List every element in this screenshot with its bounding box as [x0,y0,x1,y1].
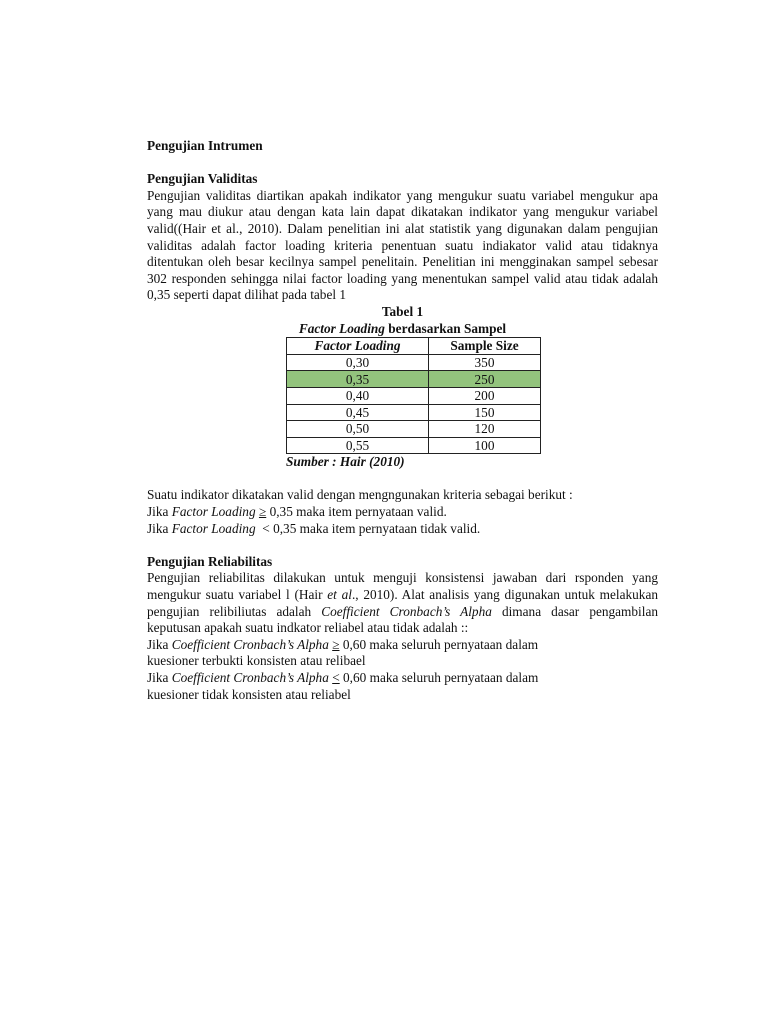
criteria-intro: Suatu indikator dikatakan valid dengan mengngunakan kriteria sebagai berikut : [147,487,573,503]
rule-1-symbol: ≥ [332,636,340,652]
validity-paragraph: Pengujian validitas diartikan apakah indikator yang mengukur suatu variabel mengukur apa yang mau diukur atau dengan kata lain dapat dikatakan indikator yang mengukur variabel valid((Hair et al., 2010). Dalam penelitian ini alat statistik yang digunakan dalam pengujian validitas adalah factor loading kriteria penentuan suatu indiakator valid atau tidaknya ditentukan oleh besar kecilnya sampel penelitain. Penelitian ini mengginakan sampel sebesar 302 responden sehingga nilai factor loading yang menentukan sampel valid atau tidak adalah 0,35 seperti dapat dilihat pada tabel 1 [147,187,658,303]
reliability-rule-1-cont: kuesioner terbukti konsisten atau relibael [147,653,366,669]
factor-loading-table [286,337,541,454]
cell-factor-loading: 0,45 [287,404,429,421]
reliability-text-1: Pengujian reliabilitas dilakukan untuk menguji konsistensi jawaban dari rsponden yang mengukur suatu variabel l (Hair [147,570,658,603]
table-row [287,437,541,454]
validity-heading: Pengujian Validitas [147,171,258,187]
cell-factor-loading: 0,35 [287,371,429,388]
criteria-valid-symbol: ≥ [258,504,267,520]
rule-1-term: Coefficient Cronbach’s Alpha [171,636,329,652]
criteria-invalid-term: Factor Loading [171,520,256,536]
reliability-paragraph [147,570,658,636]
reliability-text-3: dimana dasar pengambilan keputusan apakah suatu indkator reliabel atau tidak adalah :: [147,603,658,636]
reliability-rule-1 [147,637,658,654]
cell-factor-loading: 0,50 [287,421,429,438]
rule-1-text: 0,60 maka seluruh pernyataan dalam [339,636,539,652]
cell-factor-loading: 0,40 [287,387,429,404]
reliability-heading: Pengujian Reliabilitas [147,553,273,569]
criteria-invalid-text: < 0,35 maka item pernyataan tidak valid. [255,520,481,536]
reliability-rule-2 [147,670,658,687]
cell-sample-size: 250 [429,371,541,388]
table-row [287,387,541,404]
header-factor-loading: Factor Loading [287,338,429,355]
cell-factor-loading: 0,55 [287,437,429,454]
rule-2-text: 0,60 maka seluruh pernyataan dalam [339,670,539,685]
document-title: Pengujian Intrumen [147,138,263,153]
cell-sample-size: 150 [429,404,541,421]
rule-1-prefix: Jika [147,636,172,652]
cell-sample-size: 120 [429,421,541,438]
table-caption-subtitle [147,321,658,338]
table-caption-rest: berdasarkan Sampel [384,320,507,336]
table-row-highlighted [287,371,541,388]
criteria-valid [147,504,658,521]
reliability-rule-2-cont: kuesioner tidak konsisten atau reliabel [147,686,351,702]
table-header-row [287,338,541,355]
table-source: Sumber : Hair (2010) [286,454,405,470]
table-row [287,404,541,421]
reliability-italic-et-al: et al [327,587,352,603]
criteria-invalid [147,521,658,538]
table-caption-italic: Factor Loading [298,320,385,336]
criteria-valid-prefix: Jika [147,504,172,520]
cell-factor-loading: 0,30 [287,354,429,371]
cell-sample-size: 100 [429,437,541,454]
table-row [287,354,541,371]
rule-2-term: Coefficient Cronbach’s Alpha [171,670,329,685]
criteria-valid-text: 0,35 maka item pernyataan valid. [266,504,447,520]
table-caption-title: Tabel 1 [381,303,424,319]
criteria-valid-term: Factor Loading [171,504,256,520]
cell-sample-size: 350 [429,354,541,371]
rule-2-symbol: < [332,670,340,685]
header-sample-size: Sample Size [429,338,541,355]
cell-sample-size: 200 [429,387,541,404]
rule-2-prefix: Jika [147,670,172,685]
document-page [147,138,658,703]
table-row [287,421,541,438]
criteria-invalid-prefix: Jika [147,520,172,536]
reliability-text-2: ., 2010). Alat analisis yang digunakan untuk melakukan pengujian relibiliutas adalah [147,587,659,619]
reliability-italic-alpha: Coefficient Cronbach’s Alpha [321,603,492,619]
